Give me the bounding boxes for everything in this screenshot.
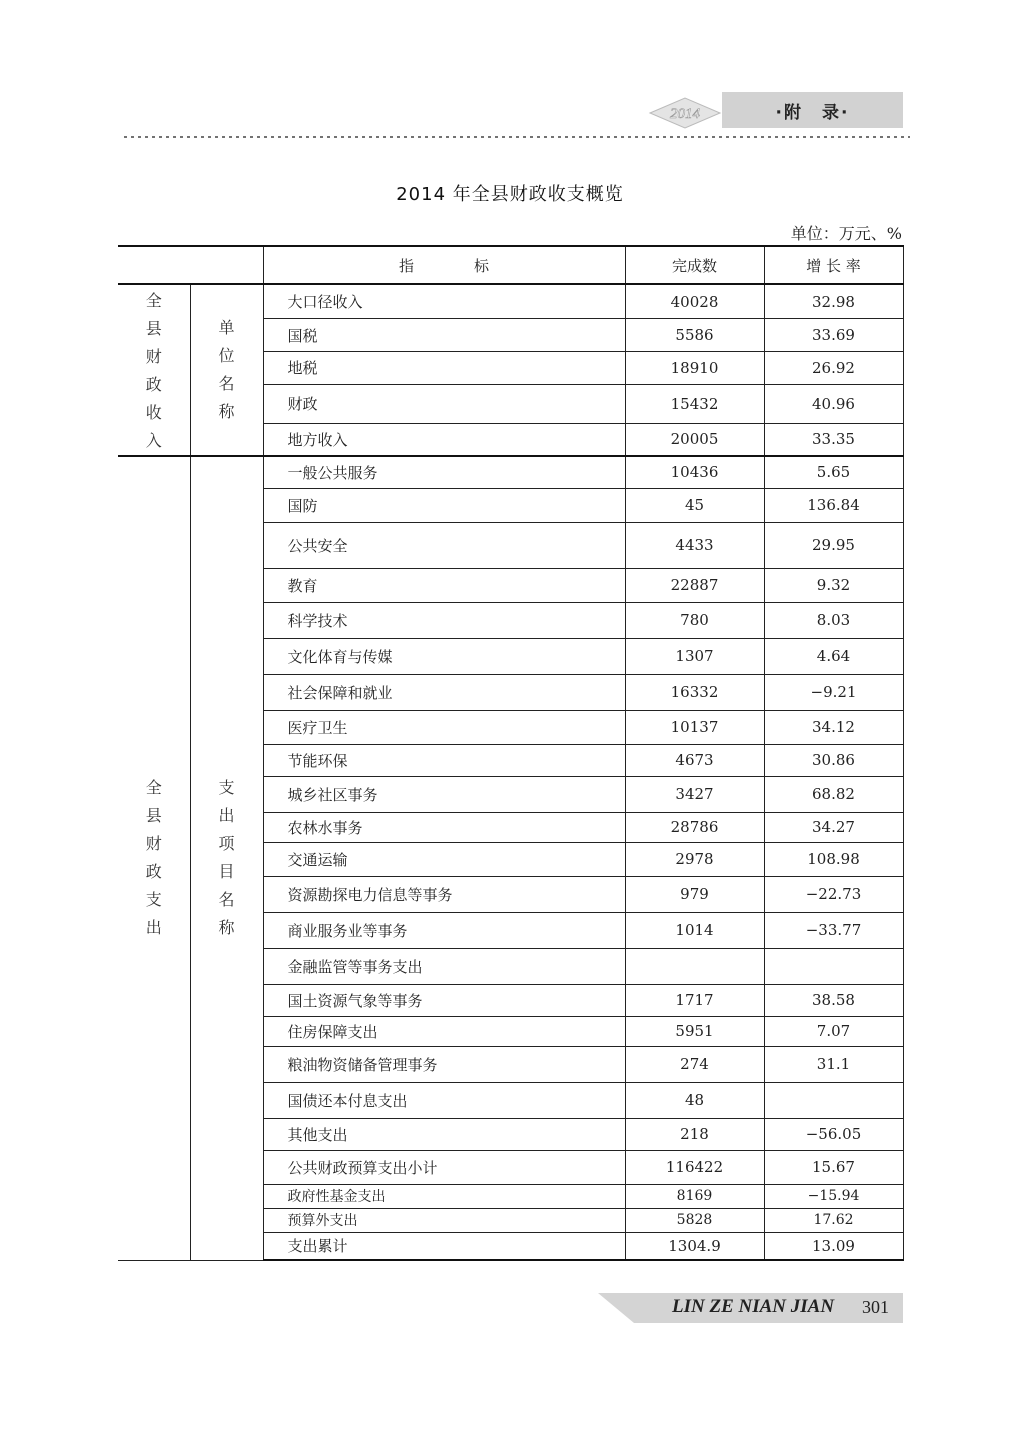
group-label-char: 名 [218, 890, 235, 910]
row-name: 医疗卫生 [263, 710, 625, 744]
row-name: 政府性基金支出 [263, 1184, 625, 1208]
row-rate: 34.27 [764, 812, 903, 842]
group-label-char: 支 [218, 778, 235, 798]
row-value: 2978 [625, 842, 764, 876]
row-rate: 32.98 [764, 284, 903, 319]
group-label-char: 全 [145, 778, 162, 798]
row-value: 1014 [625, 912, 764, 948]
row-rate: 136.84 [764, 488, 903, 522]
row-rate: −15.94 [764, 1184, 903, 1208]
row-rate: 34.12 [764, 710, 903, 744]
row-name: 商业服务业等事务 [263, 912, 625, 948]
row-name: 文化体育与传媒 [263, 638, 625, 674]
row-value: 4673 [625, 744, 764, 776]
row-value: 1307 [625, 638, 764, 674]
row-value: 28786 [625, 812, 764, 842]
yearbook-logo-icon [640, 96, 730, 130]
group-label-char: 项 [218, 834, 235, 854]
row-name: 社会保障和就业 [263, 674, 625, 710]
row-name: 科学技术 [263, 602, 625, 638]
header-rate: 增 长 率 [764, 246, 903, 284]
row-value: 116422 [625, 1150, 764, 1184]
row-rate: 30.86 [764, 744, 903, 776]
row-name: 节能环保 [263, 744, 625, 776]
row-rate: 15.67 [764, 1150, 903, 1184]
row-name: 预算外支出 [263, 1208, 625, 1232]
page-title: 2014 年全县财政收支概览 [396, 184, 624, 205]
group-label-char: 县 [145, 319, 162, 338]
row-value: 18910 [625, 352, 764, 385]
row-rate [764, 948, 903, 984]
group-label-char: 出 [145, 918, 162, 938]
table-header-row [118, 246, 903, 284]
row-rate: 5.65 [764, 456, 903, 488]
group-label-char: 出 [218, 806, 235, 826]
unit-note: 单位：万元、% [790, 224, 902, 243]
row-rate: 33.35 [764, 423, 903, 456]
row-value: 5586 [625, 319, 764, 352]
row-value: 1717 [625, 984, 764, 1016]
row-rate: 9.32 [764, 568, 903, 602]
row-rate: −33.77 [764, 912, 903, 948]
row-value: 780 [625, 602, 764, 638]
row-value: 8169 [625, 1184, 764, 1208]
group-label-char: 单 [218, 318, 235, 337]
row-name: 财政 [263, 384, 625, 423]
row-value: 10436 [625, 456, 764, 488]
row-name: 地税 [263, 352, 625, 385]
group-label-char: 入 [145, 431, 162, 450]
journal-name: LIN ZE NIAN JIAN [672, 1296, 835, 1317]
row-rate: 8.03 [764, 602, 903, 638]
row-value: 20005 [625, 423, 764, 456]
row-name: 粮油物资储备管理事务 [263, 1046, 625, 1082]
table-row [118, 456, 903, 488]
row-name: 一般公共服务 [263, 456, 625, 488]
row-value: 22887 [625, 568, 764, 602]
header-value: 完成数 [625, 246, 764, 284]
page-number: 301 [862, 1297, 889, 1317]
table-row [118, 284, 903, 319]
row-name: 交通运输 [263, 842, 625, 876]
group-label-char: 政 [145, 375, 162, 394]
row-rate: −22.73 [764, 876, 903, 912]
row-value: 40028 [625, 284, 764, 319]
group-label-char: 称 [218, 402, 235, 421]
row-name: 国土资源气象等事务 [263, 984, 625, 1016]
row-name: 金融监管等事务支出 [263, 948, 625, 984]
row-value: 1304.9 [625, 1232, 764, 1260]
row-rate: 17.62 [764, 1208, 903, 1232]
row-name: 国债还本付息支出 [263, 1082, 625, 1118]
group-label-char: 目 [218, 862, 235, 882]
row-rate: −9.21 [764, 674, 903, 710]
section-label: ·附 录· [722, 92, 903, 128]
row-rate: 7.07 [764, 1016, 903, 1046]
expense_group-label [118, 456, 190, 1260]
group-label-char: 称 [218, 918, 235, 938]
row-name: 国税 [263, 319, 625, 352]
group-label-char: 全 [145, 291, 162, 310]
row-rate: 38.58 [764, 984, 903, 1016]
row-rate: 26.92 [764, 352, 903, 385]
group-label-char: 财 [145, 347, 162, 366]
row-name: 地方收入 [263, 423, 625, 456]
row-name: 住房保障支出 [263, 1016, 625, 1046]
row-name: 城乡社区事务 [263, 776, 625, 812]
row-value: 16332 [625, 674, 764, 710]
header-blank [118, 246, 263, 284]
header-divider [124, 135, 910, 139]
row-rate: 33.69 [764, 319, 903, 352]
row-value: 5951 [625, 1016, 764, 1046]
row-name: 国防 [263, 488, 625, 522]
group-label-char: 财 [145, 834, 162, 854]
row-name: 其他支出 [263, 1118, 625, 1150]
row-value: 979 [625, 876, 764, 912]
group-label-char: 收 [145, 403, 162, 422]
row-rate: 108.98 [764, 842, 903, 876]
row-value: 4433 [625, 522, 764, 568]
row-value: 10137 [625, 710, 764, 744]
logo-year: 2014 [670, 106, 700, 122]
row-name: 农林水事务 [263, 812, 625, 842]
row-name: 教育 [263, 568, 625, 602]
row-name: 大口径收入 [263, 284, 625, 319]
row-rate: 13.09 [764, 1232, 903, 1260]
revenue_group-sublabel [190, 284, 263, 456]
row-rate: 68.82 [764, 776, 903, 812]
row-value: 3427 [625, 776, 764, 812]
group-label-char: 名 [218, 374, 235, 393]
row-rate: 40.96 [764, 384, 903, 423]
row-rate: 29.95 [764, 522, 903, 568]
row-name: 资源勘探电力信息等事务 [263, 876, 625, 912]
expense-section [118, 456, 903, 1260]
revenue-section [118, 284, 903, 456]
row-value [625, 948, 764, 984]
row-value: 45 [625, 488, 764, 522]
row-rate [764, 1082, 903, 1118]
row-rate: 31.1 [764, 1046, 903, 1082]
group-label-char: 支 [145, 890, 162, 910]
row-name: 公共财政预算支出小计 [263, 1150, 625, 1184]
row-value: 48 [625, 1082, 764, 1118]
row-name: 支出累计 [263, 1232, 625, 1260]
row-value: 218 [625, 1118, 764, 1150]
group-label-char: 政 [145, 862, 162, 882]
group-label-char: 县 [145, 806, 162, 826]
group-label-char: 位 [218, 346, 235, 365]
row-rate: −56.05 [764, 1118, 903, 1150]
row-rate: 4.64 [764, 638, 903, 674]
expense_group-sublabel [190, 456, 263, 1260]
revenue_group-label [118, 284, 190, 456]
row-value: 274 [625, 1046, 764, 1082]
finance-table [118, 245, 904, 1261]
row-name: 公共安全 [263, 522, 625, 568]
header-indicator: 指 标 [263, 246, 625, 284]
row-value: 15432 [625, 384, 764, 423]
row-value: 5828 [625, 1208, 764, 1232]
